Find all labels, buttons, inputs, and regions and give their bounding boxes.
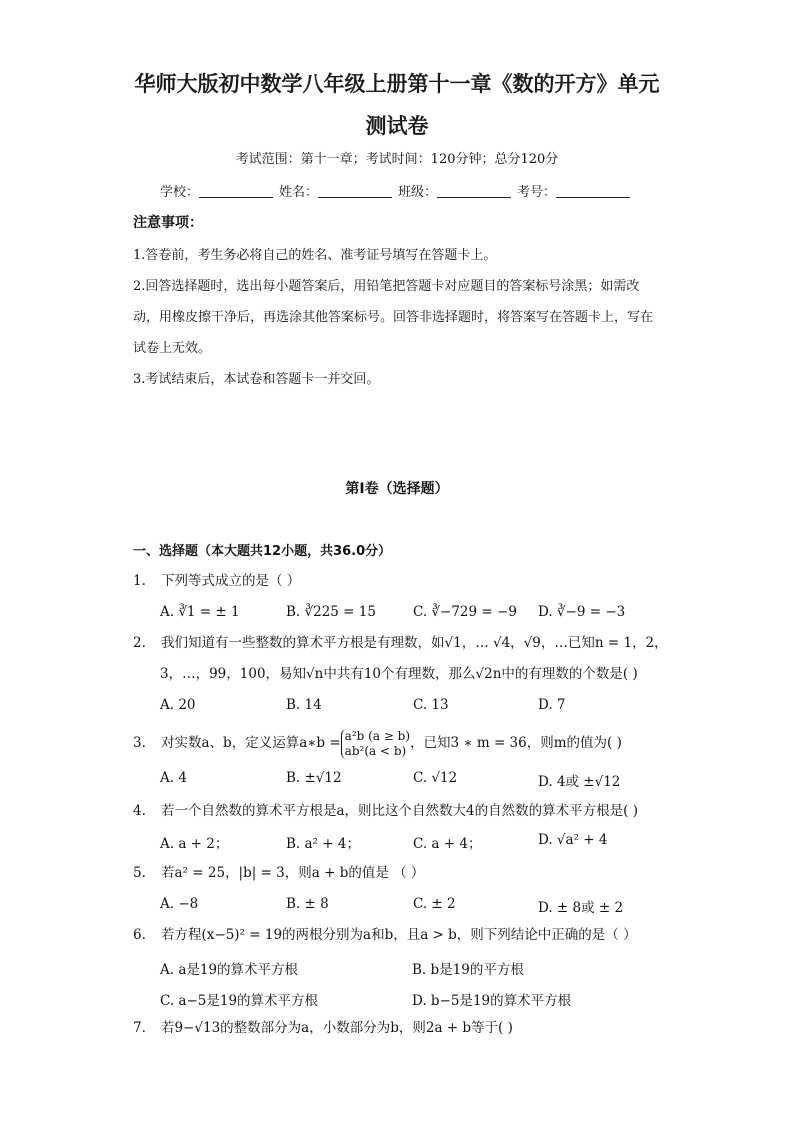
- option-c[interactable]: C. a−5是19的算术平方根: [160, 993, 319, 1009]
- exam-info: 考试范围：第十一章；考试时间：120分钟；总分120分: [235, 152, 559, 167]
- class-blank[interactable]: [437, 185, 511, 198]
- option-b[interactable]: B. a² + 4；: [286, 836, 360, 852]
- question-stem: 若方程(x−5)² = 19的两根分别为a和b，且a > b，则下列结论中正确的是（ ）: [161, 927, 637, 943]
- option-c[interactable]: C. ∛−729 = −9: [413, 604, 517, 620]
- exam-title-line2: 测试卷: [365, 114, 429, 138]
- option-c[interactable]: C. a + 4；: [413, 836, 482, 852]
- question-stem: 若a² = 25，|b| = 3，则a + b的值是 （ ）: [161, 865, 425, 881]
- case-2: ab²(a < b): [344, 743, 407, 758]
- question-number: 1.: [133, 573, 146, 589]
- case-1: a²b (a ≥ b): [344, 728, 411, 743]
- question-2: [133, 628, 668, 659]
- class-label: 班级：: [398, 185, 438, 200]
- option-b[interactable]: B. ∛225 = 15: [286, 604, 376, 620]
- option-d[interactable]: D. ± 8或 ± 2: [538, 900, 624, 916]
- option-d[interactable]: D. 7: [538, 697, 566, 713]
- exam-title-line1: 华师大版初中数学八年级上册第十一章《数的开方》单元: [134, 72, 660, 96]
- option-d[interactable]: D. b−5是19的算术平方根: [412, 993, 572, 1009]
- notice-title: 注意事项：: [133, 215, 203, 231]
- question-stem-pre: 对实数a、b，定义运算a∗b =: [161, 735, 341, 751]
- question-number: 2.: [133, 635, 146, 651]
- question-6: [133, 920, 637, 951]
- name-blank[interactable]: [318, 185, 392, 198]
- number-label: 考号：: [517, 185, 557, 200]
- question-number: 7.: [133, 1020, 146, 1036]
- part-title: 一、选择题（本大题共12小题，共36.0分）: [133, 544, 392, 559]
- option-d[interactable]: D. √a² + 4: [538, 832, 608, 848]
- student-info-line: [160, 181, 636, 200]
- question-number: 5.: [133, 865, 146, 881]
- option-a[interactable]: A. −8: [160, 896, 199, 912]
- notice-item: 1.答卷前，考生务必将自己的姓名、准考证号填写在答题卡上。: [133, 248, 497, 263]
- name-label: 姓名：: [279, 185, 319, 200]
- school-blank[interactable]: [199, 185, 273, 198]
- option-b[interactable]: B. ±√12: [286, 770, 342, 786]
- question-stem: 若9−√13的整数部分为a，小数部分为b，则2a + b等于( ): [161, 1020, 513, 1036]
- option-c[interactable]: C. ± 2: [413, 896, 456, 912]
- notice-item: 3.考试结束后，本试卷和答题卡一并交回。: [133, 372, 380, 387]
- case-brace: [341, 729, 410, 759]
- option-b[interactable]: B. 14: [286, 697, 322, 713]
- question-5: [133, 858, 424, 889]
- option-d[interactable]: D. 4或 ±√12: [538, 774, 621, 790]
- notice-item: 2.回答选择题时，选出每小题答案后，用铅笔把答题卡对应题目的答案标号涂黑；如需改动，用橡皮擦干净后，再选涂其他答案标号。回答非选择题时，将答案写在答题卡上，写在试卷上无效。: [133, 279, 654, 356]
- question-stem-line1: 我们知道有一些整数的算术平方根是有理数，如√1，… √4，√9，…已知n = 1，2，: [161, 635, 668, 651]
- question-number: 4.: [133, 803, 146, 819]
- question-stem: 下列等式成立的是（ ）: [161, 573, 301, 589]
- option-a[interactable]: A. 20: [160, 697, 196, 713]
- question-4: [133, 796, 638, 827]
- option-b[interactable]: B. b是19的平方根: [412, 962, 524, 978]
- option-c[interactable]: C. √12: [413, 770, 458, 786]
- question-3: [133, 726, 622, 760]
- number-blank[interactable]: [556, 185, 630, 198]
- question-2-line2: 3，…，99，100，易知√n中共有10个有理数，那么√2n中的有理数的个数是( ): [160, 666, 638, 682]
- option-d[interactable]: D. ∛−9 = −3: [538, 604, 626, 620]
- option-c[interactable]: C. 13: [413, 697, 449, 713]
- option-a[interactable]: A. 4: [160, 770, 187, 786]
- option-a[interactable]: A. a是19的算术平方根: [160, 962, 299, 978]
- question-number: 3.: [133, 735, 146, 751]
- question-7: [133, 1013, 513, 1044]
- school-label: 学校：: [160, 185, 200, 200]
- question-1: [133, 566, 300, 597]
- question-stem-post: ，已知3 ∗ m = 36，则m的值为( ): [410, 735, 622, 751]
- option-b[interactable]: B. ± 8: [286, 896, 329, 912]
- option-a[interactable]: A. ∛1 = ± 1: [160, 604, 240, 620]
- question-stem: 若一个自然数的算术平方根是a，则比这个自然数大4的自然数的算术平方根是( ): [161, 803, 638, 819]
- section-title: 第Ⅰ卷（选择题）: [345, 481, 449, 497]
- option-a[interactable]: A. a + 2；: [160, 836, 229, 852]
- question-number: 6.: [133, 927, 146, 943]
